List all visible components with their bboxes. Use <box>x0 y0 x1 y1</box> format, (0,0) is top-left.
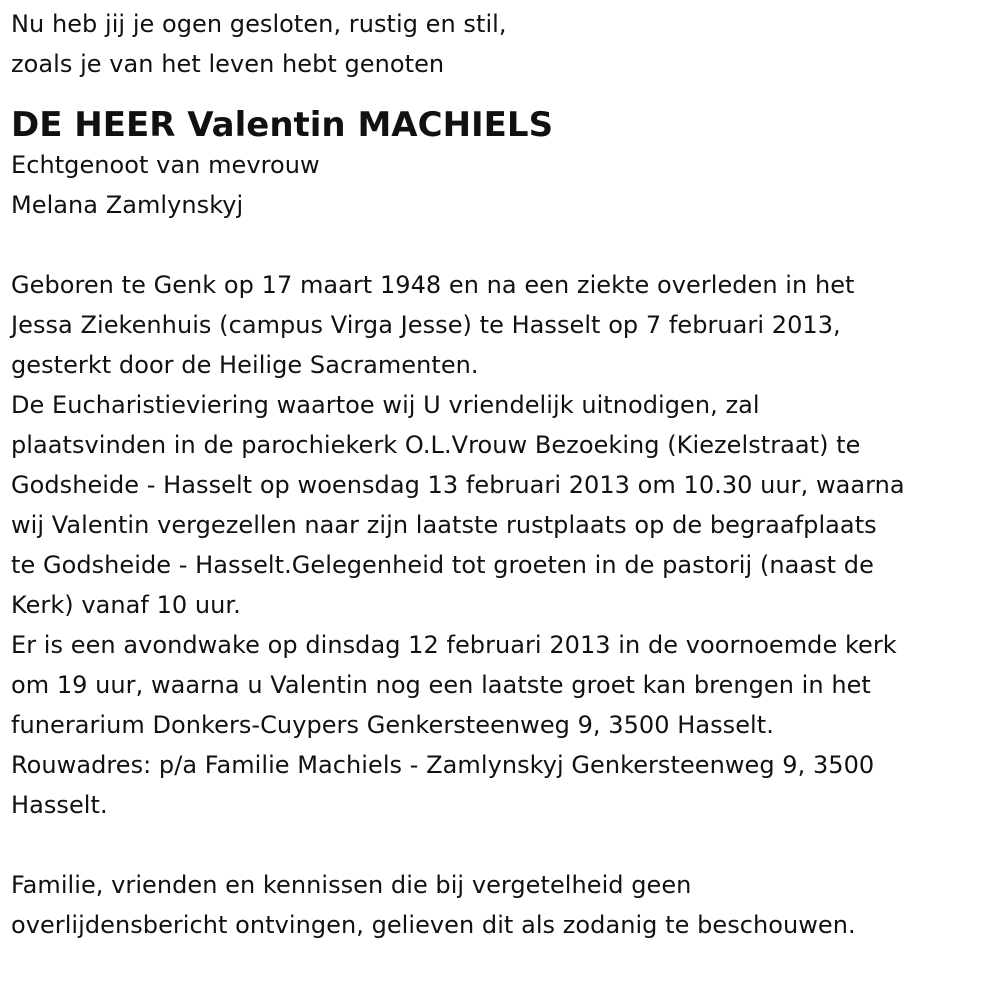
body-line: Geboren te Genk op 17 maart 1948 en na een ziekte overleden in het <box>11 271 855 299</box>
closing-line: Familie, vrienden en kennissen die bij vergetelheid geen <box>11 871 692 899</box>
spouse-line: Echtgenoot van mevrouw <box>11 151 320 179</box>
body-line: om 19 uur, waarna u Valentin nog een laatste groet kan brengen in het <box>11 671 871 699</box>
closing-note <box>11 865 991 945</box>
body-line: plaatsvinden in de parochiekerk O.L.Vrouw Bezoeking (Kiezelstraat) te <box>11 431 861 459</box>
body-line: Hasselt. <box>11 791 108 819</box>
notice-body <box>11 265 991 825</box>
body-line: Er is een avondwake op dinsdag 12 februari 2013 in de voornoemde kerk <box>11 631 897 659</box>
body-line: Godsheide - Hasselt op woensdag 13 februari 2013 om 10.30 uur, waarna <box>11 471 905 499</box>
body-line: Kerk) vanaf 10 uur. <box>11 591 241 619</box>
body-line: te Godsheide - Hasselt.Gelegenheid tot groeten in de pastorij (naast de <box>11 551 874 579</box>
closing-line: overlijdensbericht ontvingen, gelieven dit als zodanig te beschouwen. <box>11 911 856 939</box>
poem <box>11 4 991 84</box>
deceased-name: DE HEER Valentin MACHIELS <box>11 105 554 145</box>
body-line: De Eucharistieviering waartoe wij U vriendelijk uitnodigen, zal <box>11 391 760 419</box>
body-line: Rouwadres: p/a Familie Machiels - Zamlynskyj Genkersteenweg 9, 3500 <box>11 751 875 779</box>
body-line: wij Valentin vergezellen naar zijn laatste rustplaats op de begraafplaats <box>11 511 877 539</box>
body-line: Jessa Ziekenhuis (campus Virga Jesse) te Hasselt op 7 februari 2013, <box>11 311 841 339</box>
poem-line: Nu heb jij je ogen gesloten, rustig en stil, <box>11 10 507 38</box>
spouse-line: Melana Zamlynskyj <box>11 191 244 219</box>
body-line: gesterkt door de Heilige Sacramenten. <box>11 351 479 379</box>
death-notice <box>11 4 991 945</box>
spouse-info <box>11 145 991 225</box>
poem-line: zoals je van het leven hebt genoten <box>11 50 445 78</box>
body-line: funerarium Donkers-Cuypers Genkersteenweg 9, 3500 Hasselt. <box>11 711 774 739</box>
